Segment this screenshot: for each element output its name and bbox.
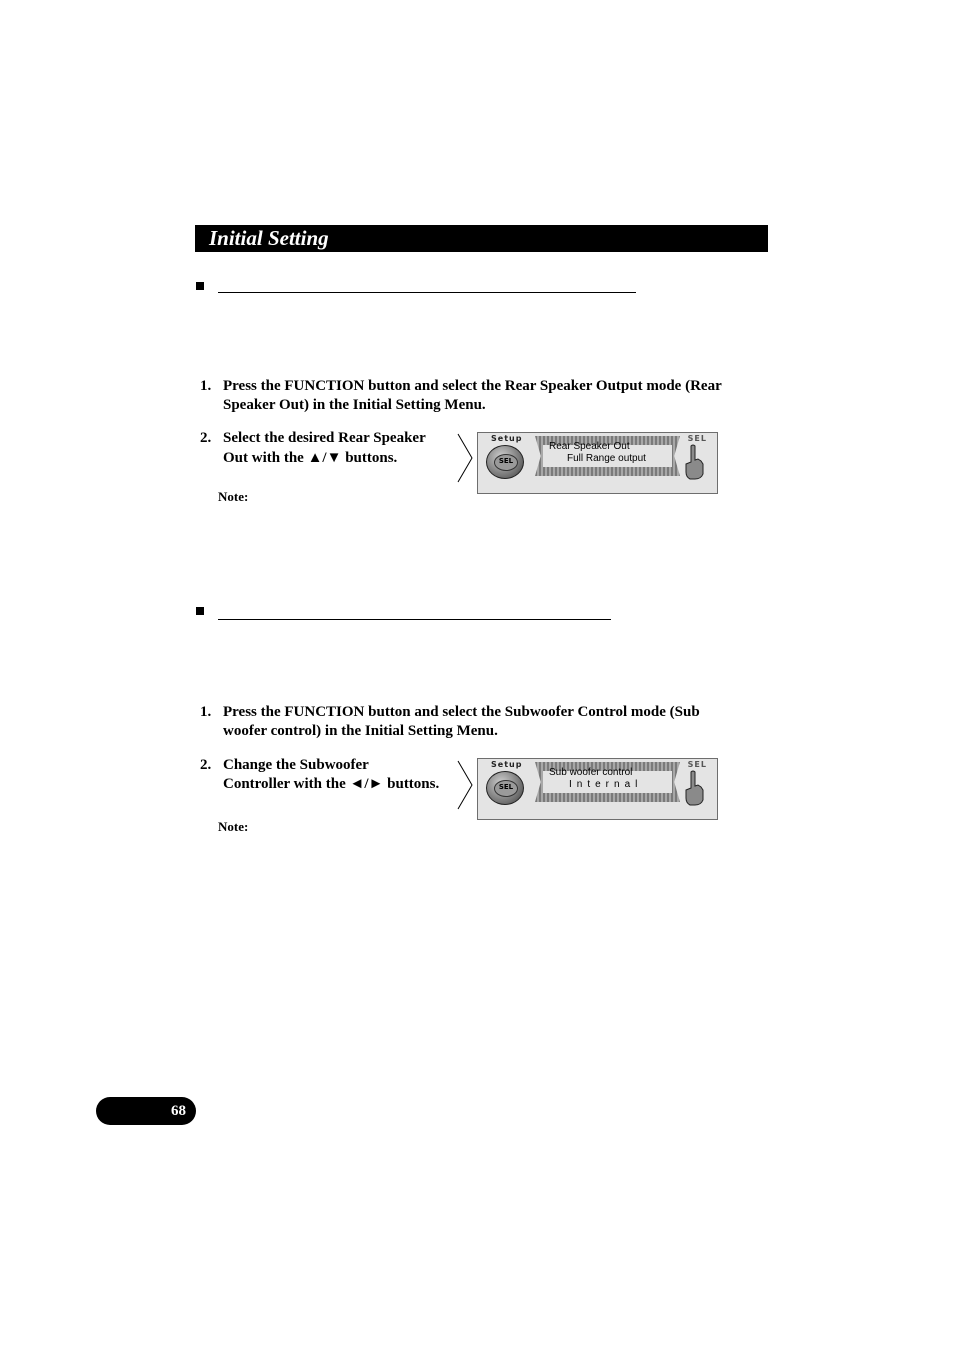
display-line-2: Full Range output	[567, 453, 646, 464]
step-1: 1. Press the FUNCTION button and select the Rear Speaker Output mode (Rear Speaker Out) in the Initial Setting Menu.	[200, 378, 722, 413]
chevron-right-icon	[456, 433, 474, 483]
square-bullet-icon	[196, 282, 204, 290]
section-heading-rule	[218, 619, 611, 620]
pointing-hand-icon	[683, 444, 705, 480]
chevron-right-icon	[456, 760, 474, 810]
setup-label: Setup	[491, 760, 523, 769]
section-title-bar	[195, 225, 768, 252]
display-line-1: Rear Speaker Out	[549, 441, 630, 452]
sel-label: SEL	[687, 434, 707, 443]
square-bullet-icon	[196, 607, 204, 615]
display-panel	[477, 432, 718, 494]
rotary-knob-icon: SEL	[486, 771, 524, 805]
pointing-hand-icon	[683, 770, 705, 806]
page-number: 68	[171, 1103, 186, 1119]
page-number-badge	[96, 1097, 196, 1125]
display-line-2: Internal	[569, 779, 643, 790]
note-label: Note:	[218, 489, 249, 504]
step-2: 2. Change the Subwoofer Controller with the ◄/► buttons.	[200, 757, 440, 792]
step-1: 1. Press the FUNCTION button and select the Subwoofer Control mode (Sub woofer control) in the Initial Setting Menu.	[200, 704, 700, 739]
setup-label: Setup	[491, 434, 523, 443]
sel-label: SEL	[687, 760, 707, 769]
note-label: Note:	[218, 819, 249, 834]
rotary-knob-icon: SEL	[486, 445, 524, 479]
display-panel	[477, 758, 718, 820]
step-2: 2. Select the desired Rear Speaker Out with the ▲/▼ buttons.	[200, 430, 426, 466]
section-heading-rule	[218, 292, 636, 293]
page-title: Initial Setting	[209, 226, 329, 250]
display-line-1: Sub woofer control	[549, 767, 633, 778]
